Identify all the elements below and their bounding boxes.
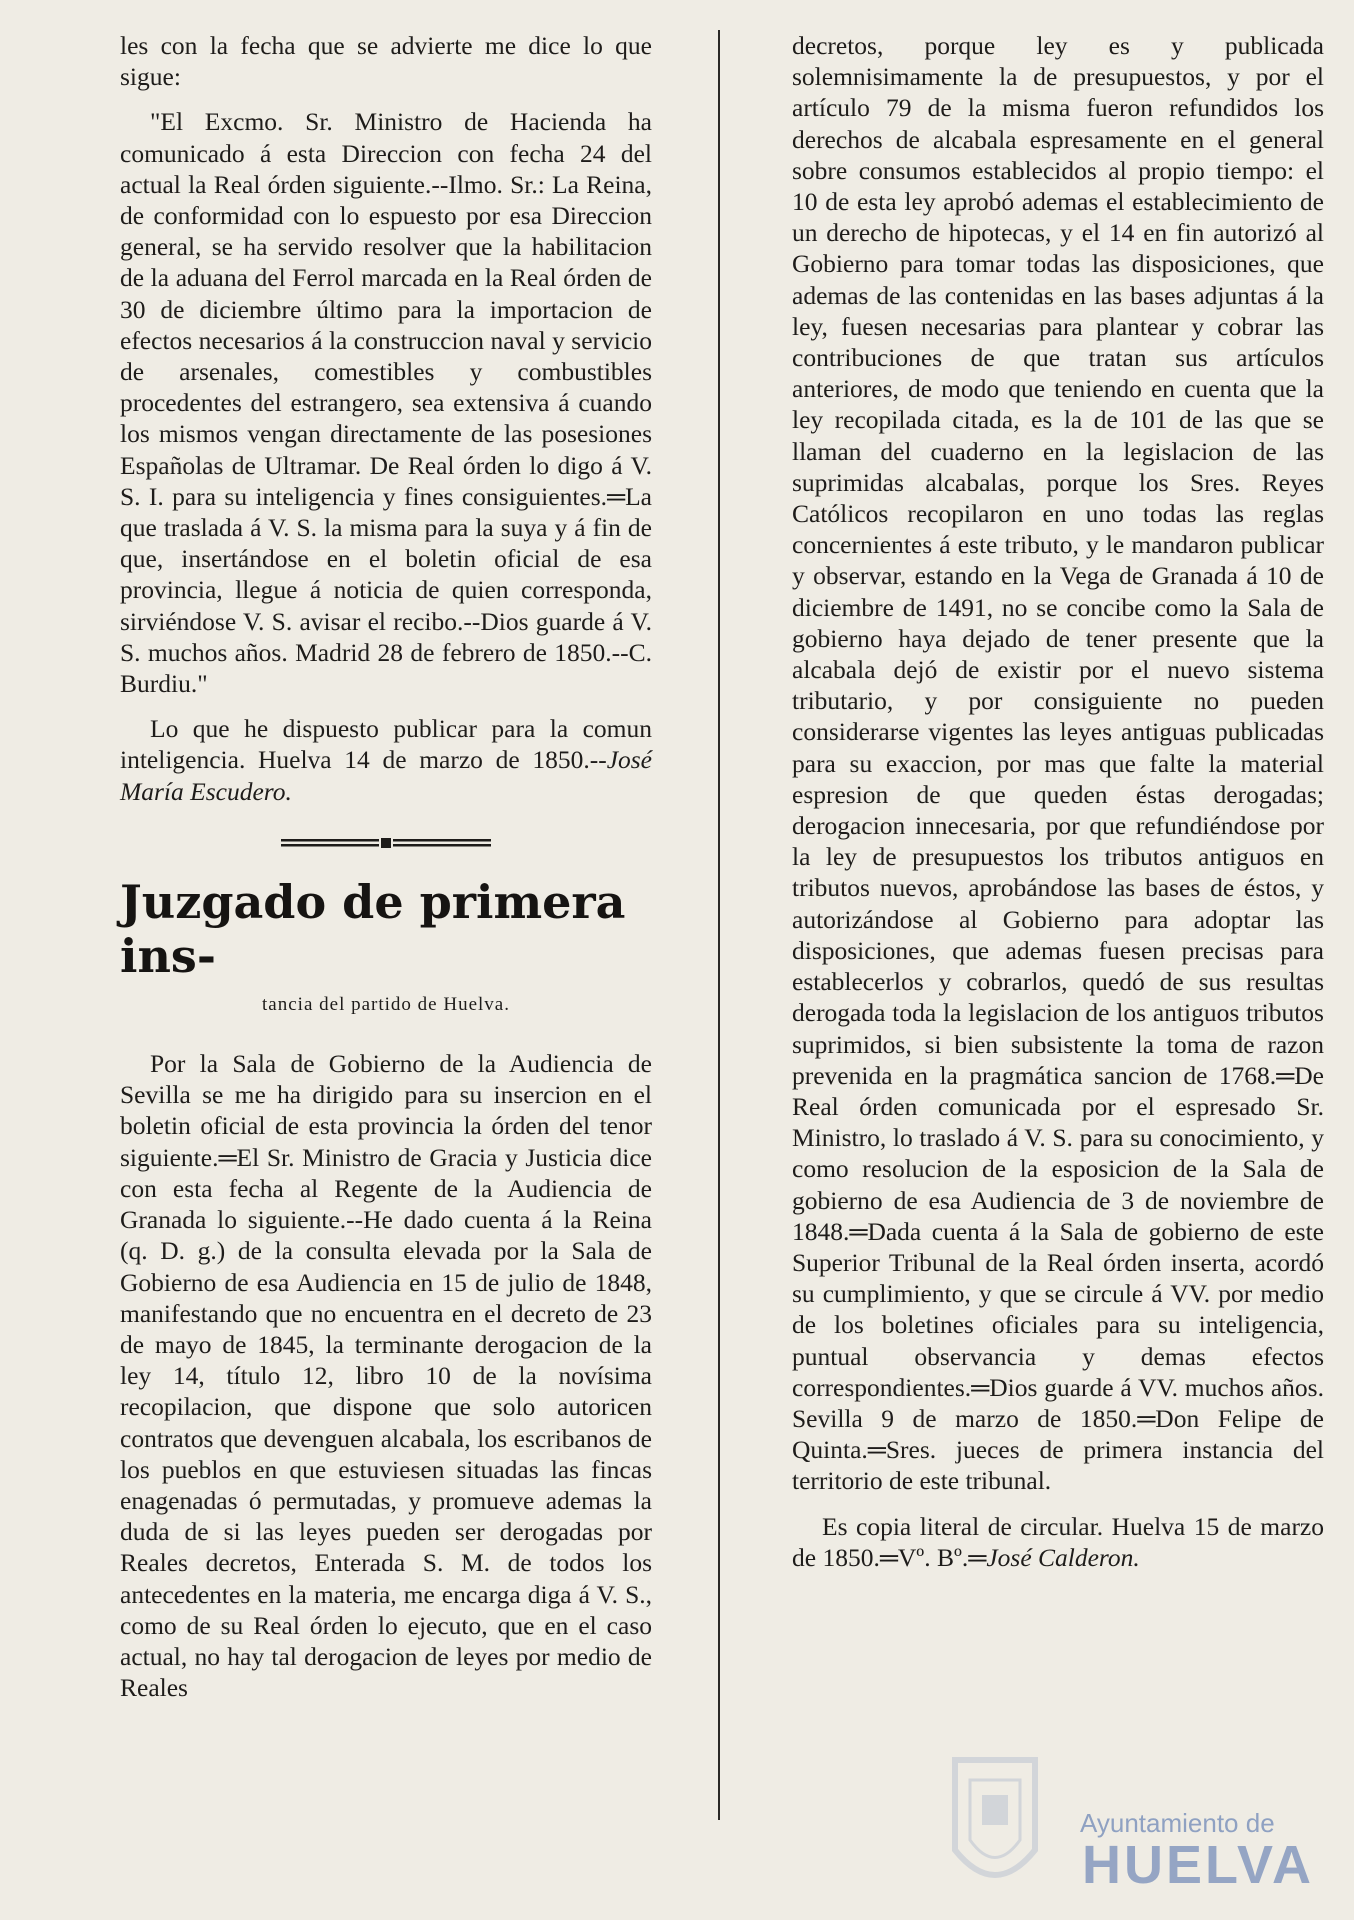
right-column bbox=[792, 30, 1324, 1587]
publication-note-text: Lo que he dispuesto publicar para la comun inteligencia. Huelva 14 de marzo de 1850.-- bbox=[120, 714, 652, 775]
certification-text: Es copia literal de circular. Huelva 15 de marzo de 1850.═Vº. Bº.═ bbox=[792, 1511, 1324, 1572]
column-divider bbox=[718, 30, 720, 1820]
watermark-line1: Ayuntamiento de bbox=[1080, 1808, 1275, 1838]
certification-note bbox=[792, 1511, 1324, 1573]
intro-paragraph: les con la fecha que se advierte me dice lo que sigue: bbox=[120, 31, 652, 92]
royal-order-quote: "El Excmo. Sr. Ministro de Hacienda ha comunicado á esta Direccion con fecha 24 del actual la Real órden siguiente.--Ilmo. Sr.: La Reina, de conformidad con lo espuesto por esa Direccion general, se ha servido resolver que la habilitacion de la aduana del Ferrol marcada en la Real órden de 30 de diciembre último para la importacion de efectos necesarios á la construccion naval y servicio de arsenales, comestibles y combustibles procedentes del estrangero, sea extensiva á cuando los mismos vengan directamente de las posesiones Españolas de Ultramar. De Real órden lo digo á V. S. I. para su inteligencia y fines consiguientes.═La que traslada á V. S. la misma para la suya y á fin de que, insertándose en el boletin oficial de esa provincia, llegue á noticia de quien corresponda, sirviéndose V. S. avisar el recibo.--Dios guarde á V. S. muchos años. Madrid 28 de febrero de 1850.--C. Burdiu." bbox=[120, 107, 652, 699]
signature-calderon: José Calderon. bbox=[986, 1542, 1140, 1572]
watermark-line2: HUELVA bbox=[1082, 1835, 1314, 1895]
ornamental-divider bbox=[281, 837, 491, 849]
section-subheading: tancia del partido de Huelva. bbox=[262, 993, 510, 1015]
signature-escudero: José María Escudero. bbox=[120, 745, 652, 806]
continuation-paragraph: decretos, porque ley es y publicada solemnisimamente la de presupuestos, y por el artículo 79 de la misma fueron refundidos los derechos de alcabala espresamente en el general sobre consumos establecidos al propio tiempo: el 10 de esta ley aprobó ademas el establecimiento de un derecho de hipotecas, y el 14 en fin autorizó al Gobierno para tomar todas las disposiciones, que ademas de las contenidas en las bases adjuntas á la ley, fuesen necesarias para plantear y cobrar las contribuciones de que tratan sus artículos anteriores, de modo que teniendo en cuenta que la ley recopilada citada, es la de 101 de las que se llaman del cuaderno en la legislacion de las suprimidas alcabalas, porque los Sres. Reyes Católicos recopilaron en uno todas las reglas concernientes á este tributo, y le mandaron publicar y observar, estando en la Vega de Granada á 10 de diciembre de 1491, no se concibe como la Sala de gobierno haya dejado de tener presente que la alcabala dejó de existir por el nuevo sistema tributario, y por consiguiente no pueden considerarse vigentes las leyes antiguas publicadas para su exaccion, por mas que falte la material espresion de que queden éstas derogadas; derogacion innecesaria, por que refundiéndose por la ley de presupuestos los tributos antiguos en tributos nuevos, aprobándose las bases de éstos, y autorizándose al Gobierno para adoptar las disposiciones, que ademas fuesen precisas para establecerlos y cobrarlos, quedó de sus resultas derogada toda la legislacion de los antiguos tributos suprimidos, si bien subsistente la toma de razon prevenida en la pragmática sancion de 1768.═De Real órden comunicada por el espresado Sr. Ministro, lo traslado á V. S. para su conocimiento, y como resolucion de la esposicion de la Sala de gobierno de esa Audiencia de 3 de noviembre de 1848.═Dada cuenta á la Sala de gobierno de este Superior Tribunal de la Real órden inserta, acordó su cumplimiento, y que se circule á VV. por medio de los boletines oficiales para su inteligencia, puntual observancia y demas efectos correspondientes.═Dios guarde á VV. muchos años. Sevilla 9 de marzo de 1850.═Don Felipe de Quinta.═Sres. jueces de primera instancia del territorio de este tribunal. bbox=[792, 31, 1324, 1496]
publication-note bbox=[120, 713, 652, 807]
section-heading: Juzgado de primera ins- bbox=[120, 874, 626, 983]
left-column bbox=[120, 30, 652, 1717]
court-order-paragraph: Por la Sala de Gobierno de la Audiencia de Sevilla se me ha dirigido para su insercion en el boletin oficial de esta provincia la órden del tenor siguiente.═El Sr. Ministro de Gracia y Justicia dice con esta fecha al Regente de la Audiencia de Granada lo siguiente.--He dado cuenta á la Reina (q. D. g.) de la consulta elevada por la Sala de Gobierno de esa Audiencia en 15 de julio de 1848, manifestando que no encuentra en el decreto de 23 de mayo de 1845, la terminante derogacion de la ley 14, título 12, libro 10 de la novísima recopilacion, que dispone que solo autoricen contratos que devenguen alcabala, los escribanos de los pueblos en que estuviesen situadas las fincas enagenadas ó permutadas, y promueve ademas la duda de si las leyes pueden ser derogadas por Reales decretos, Enterada S. M. de todos los antecedentes en la materia, me encarga diga á V. S., como de su Real órden lo ejecuto, que en el caso actual, no hay tal derogacion de leyes por medio de Reales bbox=[120, 1049, 652, 1703]
